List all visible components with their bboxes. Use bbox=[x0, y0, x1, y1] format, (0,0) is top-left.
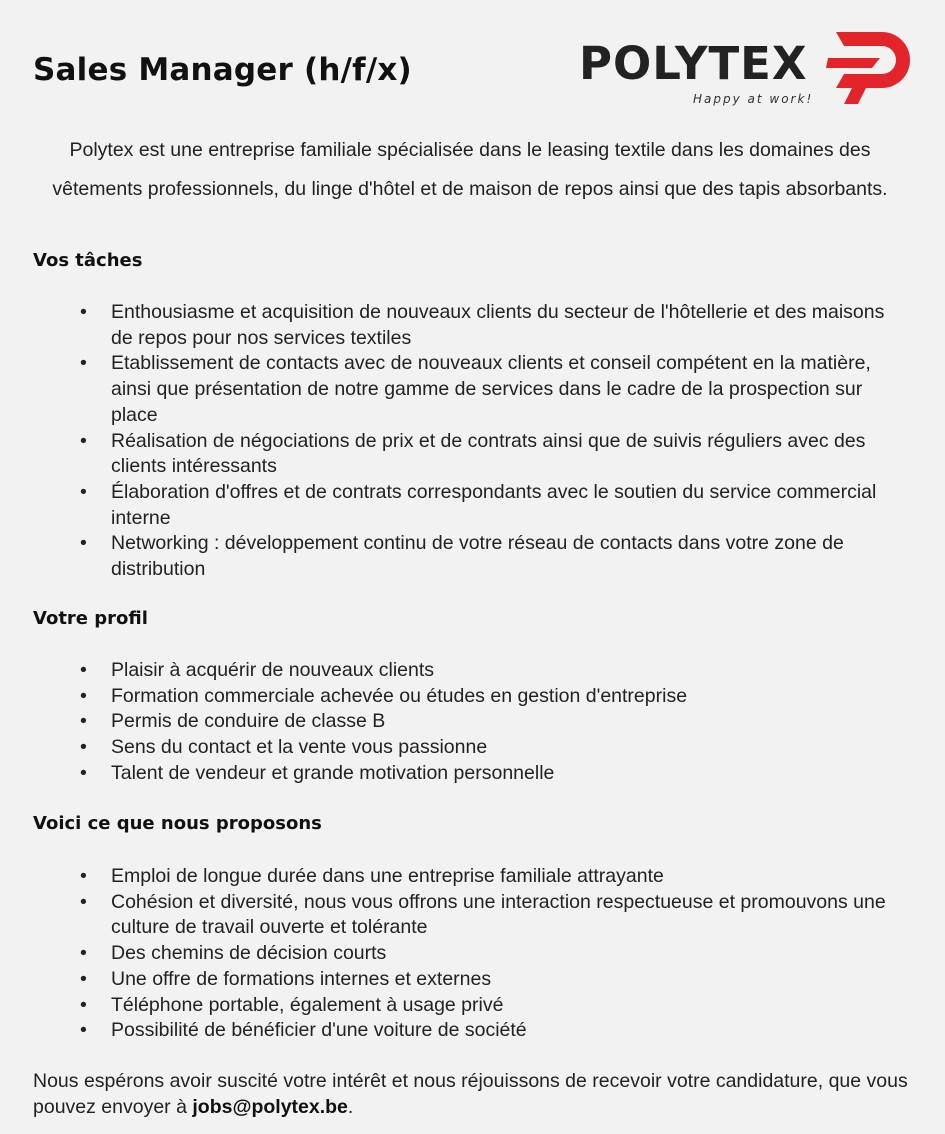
list-item: • Networking : développement continu de votre réseau de contacts dans votre zone de distribution bbox=[0, 531, 910, 582]
closing-text: Nous espérons avoir suscité votre intérêt et nous réjouissons de recevoir votre candidature, que vous pouvez envoyer à bbox=[33, 1070, 908, 1118]
logo-wordmark: POLYTEX bbox=[579, 37, 808, 90]
section-heading-profile: Votre profil bbox=[33, 608, 148, 629]
profile-list bbox=[0, 658, 910, 787]
list-item: • Talent de vendeur et grande motivation personnelle bbox=[0, 761, 910, 787]
list-item: • Enthousiasme et acquisition de nouveaux clients du secteur de l'hôtellerie et des maisons de repos pour nos services textiles bbox=[0, 300, 910, 351]
list-item: • Téléphone portable, également à usage privé bbox=[0, 993, 910, 1019]
list-item: • Réalisation de négociations de prix et de contrats ainsi que de suivis réguliers avec des clients intéressants bbox=[0, 429, 910, 480]
offer-list bbox=[0, 864, 910, 1044]
list-item: • Des chemins de décision courts bbox=[0, 941, 910, 967]
page-title: Sales Manager (h/f/x) bbox=[33, 52, 412, 88]
closing-paragraph bbox=[33, 1068, 913, 1120]
list-item: • Permis de conduire de classe B bbox=[0, 709, 910, 735]
company-logo bbox=[576, 28, 912, 110]
list-item: • Emploi de longue durée dans une entreprise familiale attrayante bbox=[0, 864, 910, 890]
list-item: • Etablissement de contacts avec de nouveaux clients et conseil compétent en la matière, ainsi que présentation de notre gamme de services dans le cadre de la prospection sur place bbox=[0, 351, 910, 428]
polytex-p-logo-icon bbox=[826, 28, 912, 108]
company-intro: Polytex est une entreprise familiale spécialisée dans le leasing textile dans les domaines des vêtements professionnels, du linge d'hôtel et de maison de repos ainsi que des tapis absorbants. bbox=[52, 139, 888, 200]
email-link[interactable]: jobs@polytex.be bbox=[192, 1096, 348, 1118]
logo-tagline: Happy at work! bbox=[693, 92, 814, 106]
list-item: • Plaisir à acquérir de nouveaux clients bbox=[0, 658, 910, 684]
list-item: • Sens du contact et la vente vous passionne bbox=[0, 735, 910, 761]
tasks-list bbox=[0, 300, 910, 583]
closing-end: . bbox=[347, 1096, 354, 1118]
list-item: • Élaboration d'offres et de contrats correspondants avec le soutien du service commercial interne bbox=[0, 480, 910, 531]
list-item: • Possibilité de bénéficier d'une voiture de société bbox=[0, 1018, 910, 1044]
section-heading-tasks: Vos tâches bbox=[33, 250, 143, 271]
list-item: • Cohésion et diversité, nous vous offrons une interaction respectueuse et promouvons une culture de travail ouverte et tolérante bbox=[0, 890, 910, 941]
section-heading-offer: Voici ce que nous proposons bbox=[33, 813, 322, 834]
list-item: • Une offre de formations internes et externes bbox=[0, 967, 910, 993]
list-item: • Formation commerciale achevée ou études en gestion d'entreprise bbox=[0, 684, 910, 710]
